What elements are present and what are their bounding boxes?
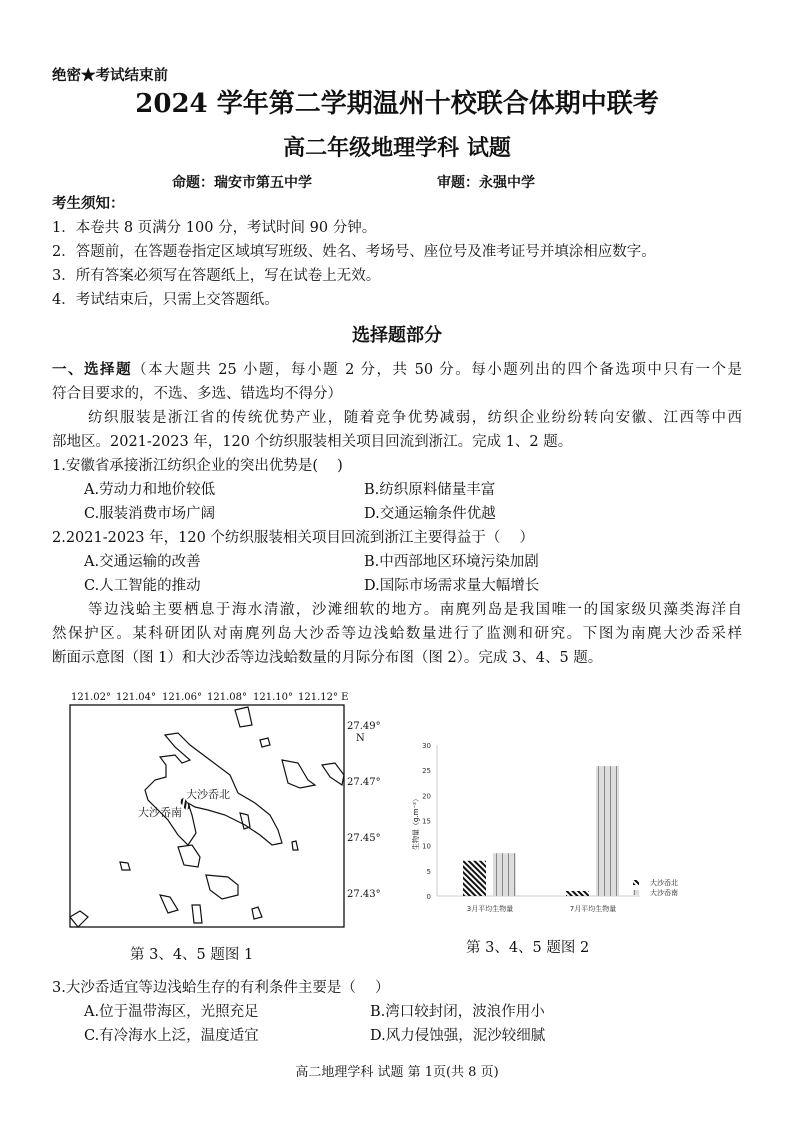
section-title: 选择题部分 bbox=[352, 325, 442, 346]
legend-swatch bbox=[633, 890, 639, 895]
legend-label: 大沙岙北 bbox=[650, 879, 678, 887]
q1-option-d: D.交通运输条件优越 bbox=[364, 506, 496, 522]
lat-tick: 27.49° bbox=[347, 721, 381, 732]
y-axis-label: 生物量（g.m⁻²） bbox=[412, 795, 420, 850]
notice-heading: 考生须知： bbox=[52, 195, 125, 212]
q1-option-c: C.服装消费市场广阔 bbox=[84, 506, 216, 522]
q3-stem: 3.大沙岙适宜等边浅蛤生存的有利条件主要是（ ） bbox=[52, 980, 390, 996]
island bbox=[178, 845, 200, 867]
lon-tick: 121.02° bbox=[71, 692, 111, 703]
island bbox=[252, 907, 262, 919]
bar-south bbox=[596, 766, 619, 896]
q2-stem: 2.2021-2023 年，120 个纺织服装相关项目回流到浙江主要得益于（ ） bbox=[52, 530, 535, 546]
north-label: N bbox=[356, 733, 365, 744]
y-tick-label: 30 bbox=[422, 742, 431, 750]
island bbox=[292, 841, 298, 850]
lon-tick: 121.08° bbox=[207, 692, 247, 703]
x-tick-label: 7月平均生物量 bbox=[569, 905, 617, 913]
y-tick-label: 0 bbox=[426, 893, 431, 901]
reviewer: 审题：永强中学 bbox=[437, 175, 535, 191]
island bbox=[192, 905, 202, 923]
y-tick-label: 5 bbox=[426, 867, 431, 876]
q1-option-b: B.纺织原料储量丰富 bbox=[364, 482, 496, 498]
island bbox=[206, 875, 238, 899]
legend-swatch bbox=[633, 880, 639, 885]
passage-line: 断面示意图（图 1）和大沙岙等边浅蛤数量的月际分布图（图 2）。完成 3、4、5 题。 bbox=[52, 650, 603, 666]
setter: 命题：瑞安市第五中学 bbox=[172, 175, 312, 191]
legend-label: 大沙岙南 bbox=[650, 889, 678, 897]
q1-option-a: A.劳动力和地价较低 bbox=[84, 482, 216, 498]
notice-item: 4．考试结束后，只需上交答题纸。 bbox=[52, 292, 279, 308]
passage-line: 然保护区。某科研团队对南麂列岛大沙岙等边浅蛤数量进行了监测和研究。下图为南麂大沙岙采样 bbox=[52, 626, 742, 642]
island bbox=[160, 895, 178, 913]
instr-line: 符合目要求的，不选、多选、错选均不得分） bbox=[52, 386, 342, 402]
x-tick-label: 3月平均生物量 bbox=[466, 905, 514, 913]
island bbox=[322, 763, 344, 785]
label-south: 大沙岙南 bbox=[138, 806, 182, 819]
bar-north bbox=[463, 861, 486, 896]
lon-tick: 121.06° bbox=[162, 692, 202, 703]
notice-item: 2．答题前，在答题卷指定区域填写班级、姓名、考场号、座位号及准考证号并填涂相应数字。 bbox=[52, 244, 656, 260]
bar-chart bbox=[410, 730, 710, 920]
lon-tick: 121.04° bbox=[116, 692, 156, 703]
q3-option-b: B.湾口较封闭，波浪作用小 bbox=[370, 1004, 545, 1020]
map-figure bbox=[60, 685, 390, 935]
q3-option-c: C.有冷海水上泛，温度适宜 bbox=[84, 1028, 259, 1044]
q2-option-c: C.人工智能的推动 bbox=[84, 578, 201, 594]
y-tick-label: 20 bbox=[422, 792, 431, 801]
q1-stem: 1.安徽省承接浙江纺织企业的突出优势是( ) bbox=[52, 458, 343, 474]
notice-item: 3．所有答案必须写在答题纸上，写在试卷上无效。 bbox=[52, 268, 381, 284]
passage-line: 部地区。2021-2023 年，120 个纺织服装相关项目回流到浙江。完成 1、2 题。 bbox=[52, 434, 573, 450]
secret-label: 绝密★考试结束前 bbox=[52, 67, 168, 84]
y-tick-label: 25 bbox=[422, 767, 431, 776]
island bbox=[120, 862, 130, 870]
q2-option-a: A.交通运输的改善 bbox=[84, 554, 201, 570]
island bbox=[240, 813, 250, 829]
bar-north bbox=[566, 891, 589, 896]
q2-option-b: B.中西部地区环境污染加剧 bbox=[364, 554, 539, 570]
bar-south bbox=[493, 853, 516, 896]
lon-tick: 121.10° bbox=[253, 692, 293, 703]
island bbox=[235, 707, 252, 727]
map-caption: 第 3、4、5 题图 1 bbox=[130, 947, 254, 963]
instr-line: （本大题共 25 小题，每小题 2 分，共 50 分。每小题列出的四个备选项中只有一个是 bbox=[132, 362, 743, 378]
passage-line: 纺织服装是浙江省的传统优势产业，随着竞争优势减弱，纺织企业纷纷转向安徽、江西等中西 bbox=[88, 410, 742, 426]
notice-item: 1．本卷共 8 页满分 100 分，考试时间 90 分钟。 bbox=[52, 220, 377, 236]
part-heading: 一、选择题 bbox=[52, 361, 133, 378]
lon-tick: 121.12° E bbox=[298, 692, 349, 703]
label-north: 大沙岙北 bbox=[186, 788, 230, 801]
island bbox=[282, 760, 315, 788]
page-footer: 高二地理学科 试题 第 1页(共 8 页) bbox=[295, 1065, 499, 1080]
passage-line: 等边浅蛤主要栖息于海水清澈，沙滩细软的地方。南麂列岛是我国唯一的国家级贝藻类海洋自 bbox=[88, 602, 742, 618]
y-tick-label: 15 bbox=[422, 817, 431, 826]
chart-caption: 第 3、4、5 题图 2 bbox=[466, 940, 590, 956]
island bbox=[70, 911, 88, 927]
map-frame bbox=[70, 705, 344, 927]
q3-option-d: D.风力侵蚀强，泥沙较细腻 bbox=[370, 1028, 546, 1044]
part-instructions bbox=[52, 360, 742, 380]
exam-title: 2024 学年第二学期温州十校联合体期中联考 bbox=[135, 89, 659, 119]
island bbox=[260, 738, 270, 747]
y-tick-label: 10 bbox=[422, 842, 431, 851]
lat-tick: 27.43° bbox=[347, 889, 381, 900]
q3-option-a: A.位于温带海区，光照充足 bbox=[84, 1004, 259, 1020]
q2-option-d: D.国际市场需求量大幅增长 bbox=[364, 578, 540, 594]
exam-subtitle: 高二年级地理学科 试题 bbox=[283, 135, 511, 161]
lat-tick: 27.47° bbox=[347, 777, 381, 788]
lat-tick: 27.45° bbox=[347, 833, 381, 844]
